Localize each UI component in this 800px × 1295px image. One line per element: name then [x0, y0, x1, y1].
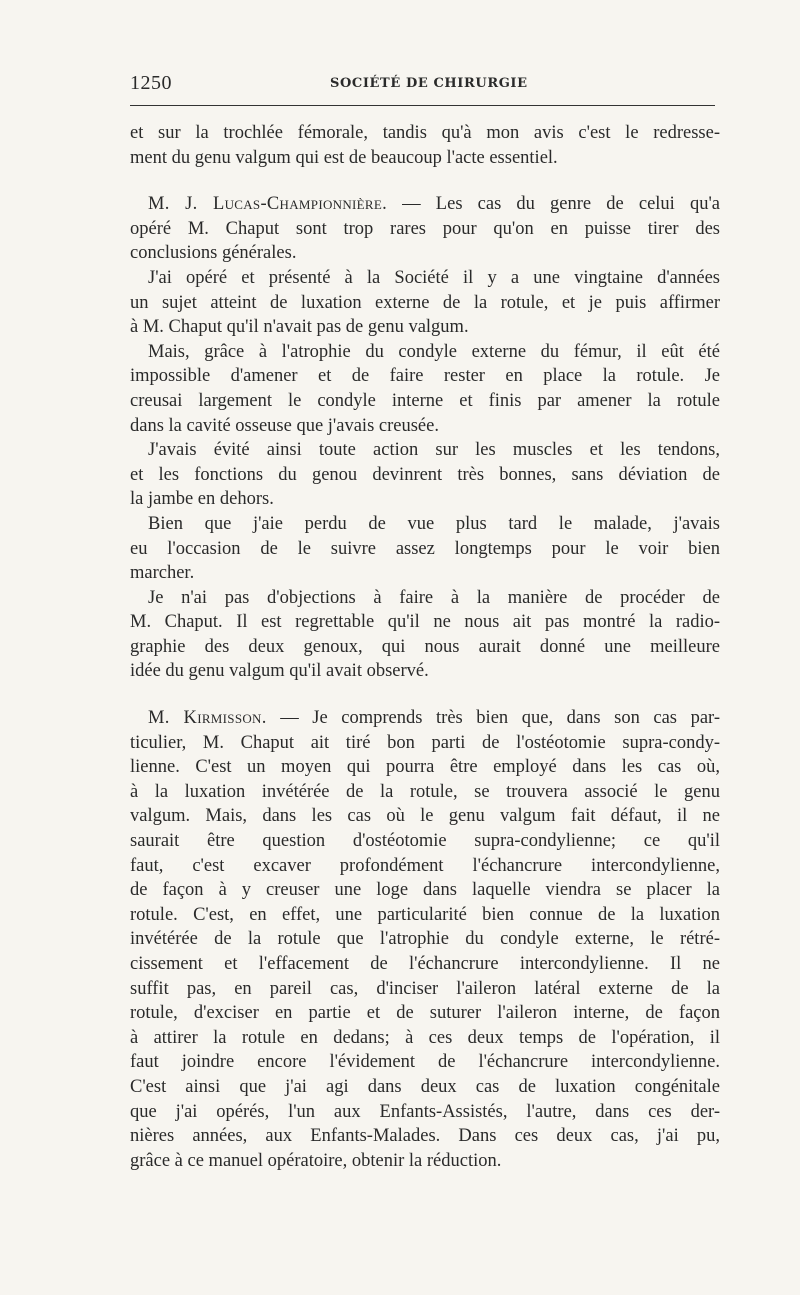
text-line: rotule. C'est, en effet, une particularité bien connue de la luxation [130, 904, 720, 925]
text-line: la jambe en dehors. [130, 489, 274, 510]
text-line: eu l'occasion de le suivre assez longtemps pour le voir bien [130, 538, 720, 559]
text-line: rotule, d'exciser en partie et de suturer l'aileron interne, de façon [130, 1003, 720, 1024]
paragraph [130, 121, 720, 170]
text-line: Mais, grâce à l'atrophie du condyle externe du fémur, il eût été [148, 341, 720, 362]
text-line: C'est ainsi que j'ai agi dans deux cas de luxation congénitale [130, 1076, 720, 1097]
text-line: saurait être question d'ostéotomie supra-condylienne; ce qu'il [130, 831, 720, 852]
text-line: un sujet atteint de luxation externe de la rotule, et je puis affirmer [130, 292, 720, 313]
header-rule [130, 105, 715, 106]
text-line: marcher. [130, 563, 195, 584]
paragraph [130, 266, 720, 340]
running-head: SOCIÉTÉ DE CHIRURGIE [330, 76, 528, 91]
text-line [130, 706, 720, 731]
text-line: et les fonctions du genou devinrent très bonnes, sans déviation de [130, 464, 720, 485]
paragraph [130, 586, 720, 684]
text-line: à attirer la rotule en dedans; à ces deux temps de l'opération, il [130, 1027, 720, 1048]
paragraph [130, 438, 720, 512]
text-line: grâce à ce manuel opératoire, obtenir la réduction. [130, 1150, 502, 1171]
speaker-line-rest: — Les cas du genre de celui qu'a [402, 194, 721, 215]
text-line: creusai largement le condyle interne et finis par amener la rotule [130, 390, 720, 411]
text-line: et sur la trochlée fémorale, tandis qu'à mon avis c'est le redresse- [130, 123, 720, 143]
paragraph [130, 512, 720, 586]
text-line: J'ai opéré et présenté à la Société il y a une vingtaine d'années [148, 267, 720, 288]
page-number: 1250 [130, 72, 172, 94]
paragraph [130, 340, 720, 438]
text-line: nières années, aux Enfants-Malades. Dans ces deux cas, j'ai pu, [130, 1126, 720, 1147]
text-line: suffit pas, en pareil cas, d'inciser l'aileron latéral externe de la [130, 978, 720, 999]
text-line: J'avais évité ainsi toute action sur les muscles et les tendons, [148, 440, 720, 461]
text-line: M. Chaput. Il est regrettable qu'il ne nous ait pas montré la radio- [130, 612, 720, 633]
text-line: ticulier, M. Chaput ait tiré bon parti de l'ostéotomie supra-condy- [130, 732, 720, 753]
text-line: valgum. Mais, dans les cas où le genu valgum fait défaut, il ne [130, 806, 720, 827]
speaker-name: M. J. Lucas-Championnière. [148, 194, 388, 215]
section-gap [130, 684, 720, 706]
speaker-name: M. Kirmisson. [148, 708, 267, 729]
speaker-line-rest: — Je comprends très bien que, dans son cas par- [280, 708, 720, 729]
page-header [130, 70, 715, 96]
text-line [130, 192, 720, 217]
text-line: à la luxation invétérée de la rotule, se trouvera associé le genu [130, 781, 720, 802]
section-gap [130, 170, 720, 192]
text-line: cissement et l'effacement de l'échancrure intercondylienne. Il ne [130, 954, 720, 974]
text-line: idée du genu valgum qu'il avait observé. [130, 661, 429, 682]
text-line: ment du genu valgum qui est de beaucoup l'acte essentiel. [130, 147, 558, 168]
text-line: invétérée de la rotule que l'atrophie du condyle externe, le rétré- [130, 929, 720, 950]
text-line: faut joindre encore l'évidement de l'échancrure intercondylienne. [130, 1052, 720, 1073]
text-line: à M. Chaput qu'il n'avait pas de genu valgum. [130, 317, 469, 338]
text-line: opéré M. Chaput sont trop rares pour qu'on en puisse tirer des [130, 218, 720, 239]
text-line: Bien que j'aie perdu de vue plus tard le malade, j'avais [148, 513, 720, 534]
text-line: de façon à y creuser une loge dans laquelle viendra se placer la [130, 880, 720, 901]
text-line: graphie des deux genoux, qui nous aurait donné une meilleure [130, 636, 720, 657]
text-line: faut, c'est excaver profondément l'échancrure intercondylienne, [130, 855, 720, 876]
text-line: conclusions générales. [130, 243, 297, 264]
body-text [130, 121, 720, 1173]
paragraph [130, 706, 720, 1173]
text-line: que j'ai opérés, l'un aux Enfants-Assistés, l'autre, dans ces der- [130, 1101, 720, 1122]
text-line: Je n'ai pas d'objections à faire à la manière de procéder de [148, 587, 720, 608]
text-line: impossible d'amener et de faire rester en place la rotule. Je [130, 366, 720, 387]
text-line: lienne. C'est un moyen qui pourra être employé dans les cas où, [130, 757, 720, 778]
paragraph [130, 192, 720, 266]
text-line: dans la cavité osseuse que j'avais creusée. [130, 415, 439, 436]
